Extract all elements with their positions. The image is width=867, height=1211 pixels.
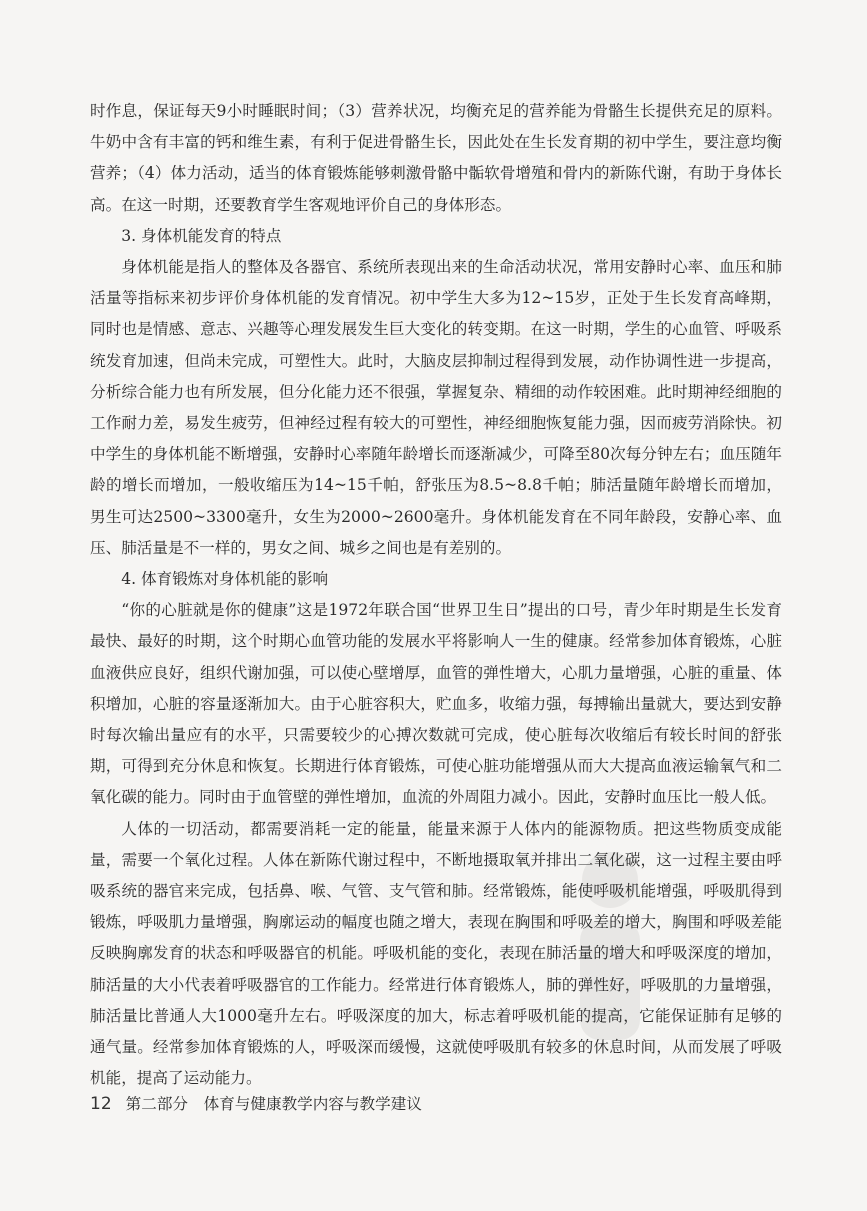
paragraph-respiration: 人体的一切活动，都需要消耗一定的能量，能量来源于人体内的能源物质。把这些物质变成能量，需要一个氧化过程。人体在新陈代谢过程中，不断地摄取氧并排出二氧化碳，这一过程主要由呼吸系统的器官来完成，包括鼻、喉、气管、支气管和肺。经常锻炼，能使呼吸机能增强，呼吸肌得到锻炼，呼吸肌力量增强，胸廓运动的幅度也随之增大，表现在胸围和呼吸差的增大，胸围和呼吸差能反映胸廓发育的状态和呼吸器官的机能。呼吸机能的变化，表现在肺活量的增大和呼吸深度的增加，肺活量的大小代表着呼吸器官的工作能力。经常进行体育锻炼人，肺的弹性好，呼吸肌的力量增强，肺活量比普通人大1000毫升左右。呼吸深度的加大，标志着呼吸机能的提高，它能保证肺有足够的通气量。经常参加体育锻炼的人，呼吸深而缓慢，这就使呼吸肌有较多的休息时间，从而发展了呼吸机能，提高了运动能力。: [90, 819, 782, 1088]
page-number: 12: [90, 1094, 112, 1114]
footer-section-title: 第二部分 体育与健康教学内容与教学建议: [125, 1095, 422, 1113]
section-heading-4: 4. 体育锻炼对身体机能的影响: [121, 570, 329, 589]
paragraph-heart: “你的心脏就是你的健康”这是1972年联合国“世界卫生日”提出的口号，青少年时期是生长发育最快、最好的时期，这个时期心血管功能的发展水平将影响人一生的健康。经常参加体育锻炼，心脏血液供应良好，组织代谢加强，可以使心壁增厚，血管的弹性增大，心肌力量增强，心脏的重量、体积增加，心脏的容量逐渐加大。由于心脏容积大，贮血多，收缩力强，每搏输出量就大，要达到安静时每次输出量应有的水平，只需要较少的心搏次数就可完成，使心脏每次收缩后有较长时间的舒张期，可得到充分休息和恢复。长期进行体育锻炼，可使心脏功能增强从而大大提高血液运输氧气和二氧化碳的能力。同时由于血管壁的弹性增加，血流的外周阻力减小。因此，安静时血压比一般人低。: [90, 601, 782, 807]
page-footer: [90, 1093, 422, 1115]
section-heading-3: 3. 身体机能发育的特点: [121, 226, 282, 245]
paragraph-continued: 时作息，保证每天9小时睡眠时间；（3）营养状况，均衡充足的营养能为骨骼生长提供充足的原料。牛奶中含有丰富的钙和维生素，有利于促进骨骼生长，因此处在生长发育期的初中学生，要注意均衡营养；（4）体力活动，适当的体育锻炼能够刺激骨骼中骺软骨增殖和骨内的新陈代谢，有助于身体长高。在这一时期，还要教育学生客观地评价自己的身体形态。: [90, 102, 782, 214]
paragraph-body-function: 身体机能是指人的整体及各器官、系统所表现出来的生命活动状况，常用安静时心率、血压和肺活量等指标来初步评价身体机能的发育情况。初中学生大多为12~15岁，正处于生长发育高峰期，同时也是情感、意志、兴趣等心理发展发生巨大变化的转变期。在这一时期，学生的心血管、呼吸系统发育加速，但尚未完成，可塑性大。此时，大脑皮层抑制过程得到发展，动作协调性进一步提高，分析综合能力也有所发展，但分化能力还不很强，掌握复杂、精细的动作较困难。此时期神经细胞的工作耐力差，易发生疲劳，但神经过程有较大的可塑性，神经细胞恢复能力强，因而疲劳消除快。初中学生的身体机能不断增强，安静时心率随年龄增长而逐渐减少，可降至80次每分钟左右；血压随年龄的增长而增加，一般收缩压为14~15千帕，舒张压为8.5~8.8千帕；肺活量随年龄增长而增加，男生可达2500~3300毫升，女生为2000~2600毫升。身体机能发育在不同年龄段，安静心率、血压、肺活量是不一样的，男女之间、城乡之间也是有差别的。: [90, 258, 782, 557]
body-text: [90, 96, 782, 1095]
